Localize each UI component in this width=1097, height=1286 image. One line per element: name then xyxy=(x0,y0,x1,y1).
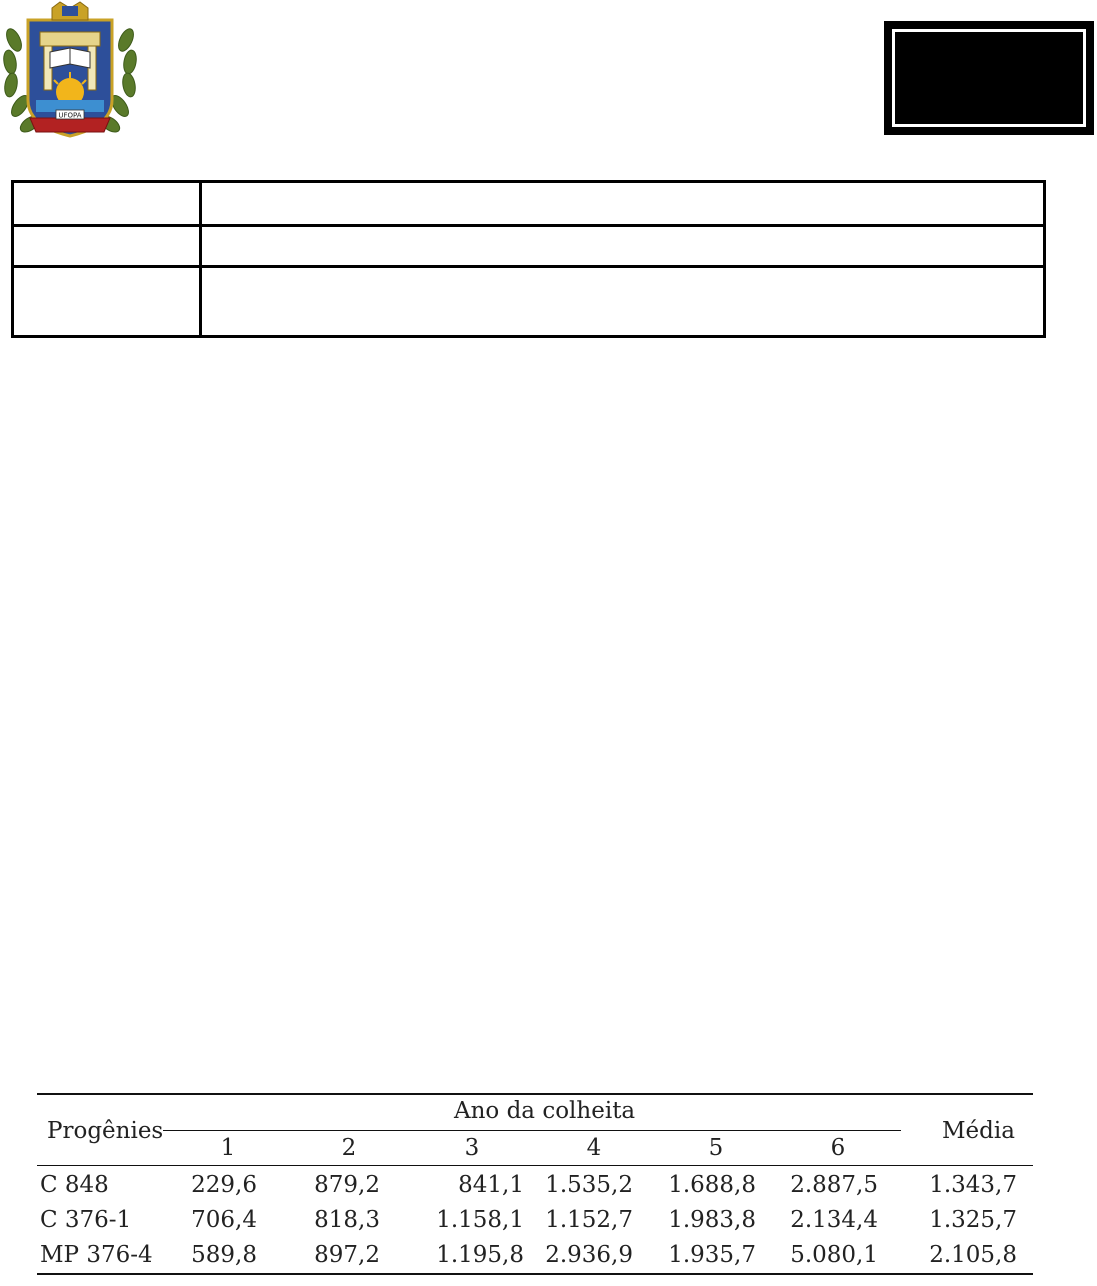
black-label-box xyxy=(884,21,1094,135)
row-label: MP 376-4 xyxy=(40,1242,153,1268)
row-label: C 848 xyxy=(40,1172,109,1198)
table-cell: 1.152,7 xyxy=(545,1207,633,1233)
header-progenies: Progênies xyxy=(47,1118,164,1144)
table-cell: 1.195,8 xyxy=(436,1242,524,1268)
form-value-cell[interactable] xyxy=(201,226,1045,267)
header-form-table xyxy=(11,180,1046,338)
table-cell: 2.134,4 xyxy=(790,1207,878,1233)
table-bottom-rule xyxy=(37,1273,1033,1275)
form-value-cell[interactable] xyxy=(201,267,1045,337)
table-cell: 706,4 xyxy=(191,1207,257,1233)
table-cell: 841,1 xyxy=(458,1172,524,1198)
table-cell: 1.983,8 xyxy=(668,1207,756,1233)
form-row xyxy=(13,226,1045,267)
table-cell-media: 1.343,7 xyxy=(929,1172,1017,1198)
table-cell: 589,8 xyxy=(191,1242,257,1268)
header-year: 2 xyxy=(341,1135,357,1161)
table-cell: 1.158,1 xyxy=(436,1207,524,1233)
table-cell: 897,2 xyxy=(314,1242,380,1268)
header-media: Média xyxy=(942,1118,1015,1144)
table-cell: 1.935,7 xyxy=(668,1242,756,1268)
form-label-cell xyxy=(13,226,201,267)
table-cell-media: 1.325,7 xyxy=(929,1207,1017,1233)
table-cell: 1.688,8 xyxy=(668,1172,756,1198)
table-cell-media: 2.105,8 xyxy=(929,1242,1017,1268)
header-year: 3 xyxy=(464,1135,480,1161)
university-seal-logo xyxy=(0,0,140,142)
header-year: 6 xyxy=(830,1135,846,1161)
table-header-rule xyxy=(37,1165,1033,1166)
form-row xyxy=(13,267,1045,337)
table-cell: 5.080,1 xyxy=(790,1242,878,1268)
header-year: 5 xyxy=(708,1135,724,1161)
form-label-cell xyxy=(13,182,201,226)
table-cell: 2.936,9 xyxy=(545,1242,633,1268)
header-year: 1 xyxy=(220,1135,236,1161)
form-value-cell[interactable] xyxy=(201,182,1045,226)
table-cell: 1.535,2 xyxy=(545,1172,633,1198)
table-cell: 879,2 xyxy=(314,1172,380,1198)
table-group-rule xyxy=(163,1130,901,1131)
form-label-cell xyxy=(13,267,201,337)
table-top-rule xyxy=(37,1093,1033,1095)
table-cell: 2.887,5 xyxy=(790,1172,878,1198)
table-cell: 229,6 xyxy=(191,1172,257,1198)
form-row xyxy=(13,182,1045,226)
black-label-box-inner-border xyxy=(892,29,1086,127)
header-year: 4 xyxy=(586,1135,602,1161)
svg-text:UFOPA: UFOPA xyxy=(58,111,82,120)
header-year-group: Ano da colheita xyxy=(454,1098,636,1124)
table-cell: 818,3 xyxy=(314,1207,380,1233)
row-label: C 376-1 xyxy=(40,1207,132,1233)
